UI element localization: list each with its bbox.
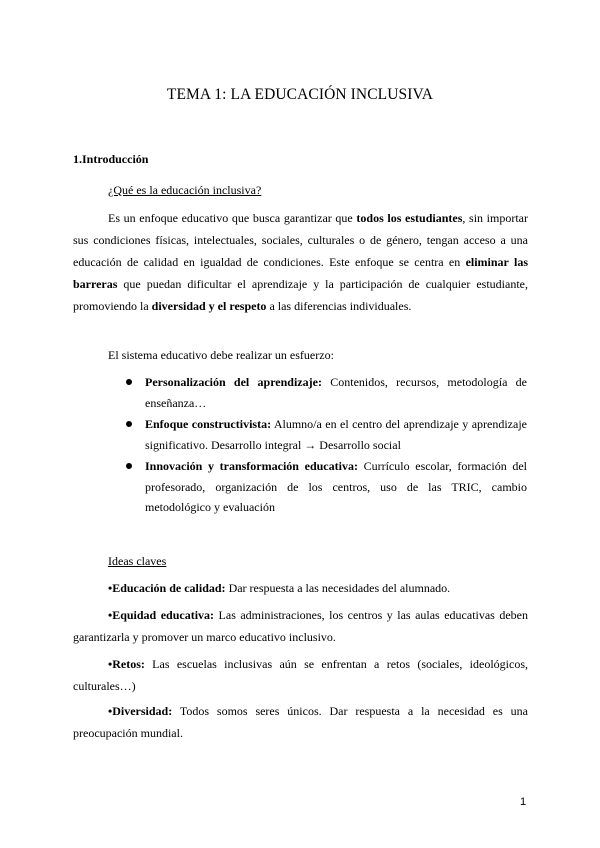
intro-bold-1: todos los estudiantes: [356, 211, 463, 225]
intro-text-1: Es un enfoque educativo que busca garantizar que: [108, 211, 357, 225]
idea-text: Las administraciones, los centros y las aulas educativas deben garantizarla y promover un marco educativo inclusivo.: [73, 608, 528, 644]
bullet-text: Contenidos, recursos, metodología de enseñanza…: [145, 375, 527, 410]
bullet-text: Alumno/a en el centro del aprendizaje y aprendizaje significativo. Desarrollo integral → Desarrollo social: [145, 417, 527, 452]
list-item: [145, 372, 527, 413]
intro-text-3: que puedan dificultar el aprendizaje y la participación de cualquier estudiante, promoviendo la: [73, 277, 528, 313]
idea-label: •Equidad educativa:: [108, 608, 215, 622]
effort-list: [0, 372, 600, 519]
idea-label: •Educación de calidad:: [108, 581, 226, 595]
idea-item: [73, 653, 528, 697]
idea-label: •Retos:: [108, 657, 145, 671]
list-item: [145, 456, 527, 518]
idea-item: [73, 577, 528, 599]
intro-text-2: , sin importar sus condiciones físicas, intelectuales, sociales, culturales o de género, tengan acceso a una educación de calidad en igualdad de condiciones. Este enfoque se centra en: [73, 211, 529, 269]
list-item: [145, 414, 527, 455]
effort-intro: El sistema educativo debe realizar un esfuerzo:: [108, 348, 334, 362]
section-heading: 1.Introducción: [73, 152, 149, 166]
idea-text: Las escuelas inclusivas aún se enfrentan a retos (sociales, ideológicos, culturales…): [73, 657, 528, 693]
bullet-icon: [126, 421, 132, 427]
idea-text: Todos somos seres únicos. Dar respuesta a la necesidad es una preocupación mundial.: [73, 704, 528, 740]
intro-bold-2: eliminar las barreras: [73, 255, 528, 291]
bullet-icon: [126, 463, 132, 469]
bullet-label: Enfoque constructivista:: [145, 417, 272, 431]
idea-item: [73, 700, 528, 744]
intro-text-5: a las diferencias individuales.: [266, 299, 412, 313]
question-subheading: ¿Qué es la educación inclusiva?: [108, 183, 262, 197]
page-title: TEMA 1: LA EDUCACIÓN INCLUSIVA: [166, 86, 434, 103]
bullet-label: Innovación y transformación educativa:: [145, 459, 358, 473]
bullet-label: Personalización del aprendizaje:: [145, 375, 322, 389]
idea-label: •Diversidad:: [108, 704, 173, 718]
ideas-heading: Ideas claves: [108, 554, 167, 568]
bullet-icon: [126, 379, 132, 385]
bullet-text: Currículo escolar, formación del profesorado, organización de los centros, uso de las TRIC, cambio metodológico y evaluación: [145, 459, 528, 514]
intro-paragraph: [73, 207, 528, 317]
intro-text-4: y: [205, 299, 218, 313]
idea-text: Dar respuesta a las necesidades del alumnado.: [225, 581, 451, 595]
page-number: 1: [520, 796, 527, 808]
intro-bold-4: el respeto: [217, 299, 267, 313]
intro-bold-3: diversidad: [151, 299, 206, 313]
idea-item: [73, 604, 528, 648]
